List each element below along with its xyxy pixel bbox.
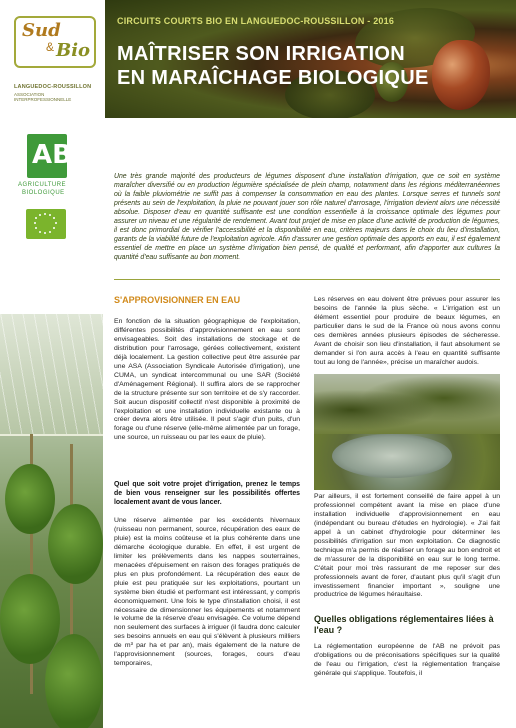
- paragraph-text: Par ailleurs, il est fortement conseillé de faire appel à un professionnel compétent avant la mise en place d'une installation individuelle d'approvisionnement en eau (indépendant ou bureau d'études en hydrologie). « J'ai fait appel à un cabinet d'hydrologie pour déterminer les possibilités d'irrigation sur mon exploitation. Ce diagnostic technique m'a permis de réaliser un forage au bon endroit et de m'assurer de la disponibilité en eau sur le long terme. C'était pour moi très rassurant de me reposer sur des professionnels avant de forer, d'autant plus qu'il s'agit d'un investissement financier important », souligne une productrice de légumes héraultaise.: [314, 493, 500, 599]
- greenhouse-photo: [0, 314, 103, 728]
- page-title: [117, 42, 437, 90]
- water-reservoir-photo: [314, 374, 500, 490]
- right-paragraph-1: [314, 296, 500, 368]
- trees-background: [314, 374, 500, 434]
- ab-caption-line2: BIOLOGIQUE: [22, 190, 65, 196]
- paragraph-text: Une réserve alimentée par les excédents hivernaux (ruisseau non permanent, source, récupération des eaux de pluie) est la moins coûteuse et la plus cohérente dans une démarche écologique durable. En effet, il est urgent de limiter les prélèvements dans les nappes souterraines, menacées d'épuisement en raison des forages pratiqués de plus en plus profondément. La récupération des eaux de pluie est peu pratiquée sur les exploitations, pourtant un système bien étudié et performant est intéressant, y compris économiquement. Une fois le type d'installation choisi, il est nécessaire de dimensionner les équipements et notamment le volume de la réserve d'eau envisagée. Ce volume dépend non seulement des surfaces à irriguer (il faudra donc calculer ses besoins annuels en eau qui s'élèvent à plusieurs milliers de m³ par ha et par an), mais également de la nature de l'approvisionnement (sources, forages, cours d'eau temporaires,: [114, 517, 300, 668]
- eu-organic-leaf-icon: [26, 209, 66, 239]
- intro-paragraph: Une très grande majorité des producteurs de légumes disposent d'une installation d'irrigation, que ce soit en système maraîcher diversifié ou en production légumière spécialisée de plein champ, notamment dans les régions méditerranéennes où la faible pluviométrie ne suffit pas à compenser la consommation en eau des plantes. Lorsque serres et tunnels sont présents au sein de l'exploitation, la pluie ne pouvant jouer son rôle naturel d'arrosage, l'irrigation devient alors une nécessité absolue. Disposer d'eau en quantité suffisante est une condition essentielle à la croissance optimale des légumes pour assurer un niveau et une régularité de rendement. Avant tout projet de mise en place d'une activité de production de légumes, il est donc primordial de vérifier l'accessibilité et la disponibilité en eau, critères majeurs dans le choix du lieu d'installation, garants de la viabilité future de l'exploitation agricole. Afin d'assurer une gestion optimale des apports en eau, il est également essentiel de mettre en place un système d'irrigation bien pensé, de qualité et performant, afin d'apporter aux cultures la quantité d'eau suffisante au bon moment.: [114, 173, 500, 262]
- logo-ampersand: &: [46, 40, 55, 54]
- left-paragraph-2: [114, 517, 300, 669]
- left-paragraph-1: [114, 318, 300, 443]
- tomato-plant: [45, 634, 103, 728]
- logo-word-bio: Bio: [56, 40, 91, 61]
- ab-logo: [27, 134, 72, 178]
- title-line-2: EN MARAÎCHAGE BIOLOGIQUE: [117, 67, 429, 89]
- paragraph-text: La réglementation européenne de l'AB ne prévoit pas d'obligations ou de préconisations spécifiques sur la qualité de l'eau ou l'irrigation, c'est la réglementation française générale qui s'applique. Toutefois, il: [314, 643, 500, 677]
- ab-caption-line1: AGRICULTURE: [18, 182, 67, 188]
- right-paragraph-3: [314, 643, 500, 679]
- ab-logo-text: AB: [32, 140, 72, 170]
- paragraph-text: En fonction de la situation géographique de l'exploitation, différentes possibilités d'approvisionnement en eau sont envisageables. Soit des installations de stockage et de distribution pour l'arrosage, gérées collectivement, existent déjà localement. La gestion collective peut être assurée par une ASA (Association Syndicale Autorisée d'irrigation), une CUMA, un syndicat intercommunal ou une SAR (Société d'Aménagement Régional). Il suffira alors de se rapprocher de la structure présente sur son territoire et de s'y raccorder. Soit aucun dispositif collectif n'est disponible à proximité de l'exploitation et une installation individuelle existante ou à créer devra alors être utilisée. Il peut s'agir d'un puits, d'un forage ou d'une réserve (elle-même alimentée par un forage, une source, un ruisseau ou par les eaux de pluie).: [114, 318, 300, 442]
- right-paragraph-2: [314, 493, 500, 600]
- highlight-advice: Quel que soit votre projet d'irrigation, prenez le temps de bien vous renseigner sur les possibilités offertes localement avant de vous lancer.: [114, 481, 300, 506]
- reservoir-water: [332, 434, 452, 478]
- greenhouse-roof: [0, 314, 103, 436]
- section-heading-obligations: Quelles obligations réglementaires liées à l'eau ?: [314, 614, 494, 635]
- logo-association: ASSOCIATION INTERPROFESSIONNELLE: [14, 92, 72, 102]
- section-heading-approvisionner: S'APPROVISIONNER EN EAU: [114, 295, 241, 305]
- logo-word-sud: Sud: [22, 20, 61, 41]
- tomato-plant: [5, 464, 55, 534]
- sud-et-bio-logo: [14, 16, 96, 68]
- tomato-plant: [48, 504, 103, 584]
- divider: [114, 279, 500, 280]
- header-kicker: CIRCUITS COURTS BIO EN LANGUEDOC-ROUSSILLON - 2016: [117, 16, 395, 26]
- paragraph-text: Les réserves en eau doivent être prévues pour assurer les besoins de l'année la plus sèche. « L'irrigation est un élément essentiel pour produire de beaux légumes, en particulier dans le sud de la France où nous avons connu ces dernières années plusieurs épisodes de sécheresse. Avant de choisir son lieu d'installation, il faut absolument se demander si l'on aura accès à l'eau en quantité suffisante tout au long de l'année», précise un maraîcher audois.: [314, 296, 500, 366]
- eggplant-shape: [432, 40, 490, 110]
- header-photo: [105, 0, 516, 118]
- title-line-1: MAÎTRISER SON IRRIGATION: [117, 43, 405, 65]
- logo-region: LANGUEDOC-ROUSSILLON: [14, 84, 92, 90]
